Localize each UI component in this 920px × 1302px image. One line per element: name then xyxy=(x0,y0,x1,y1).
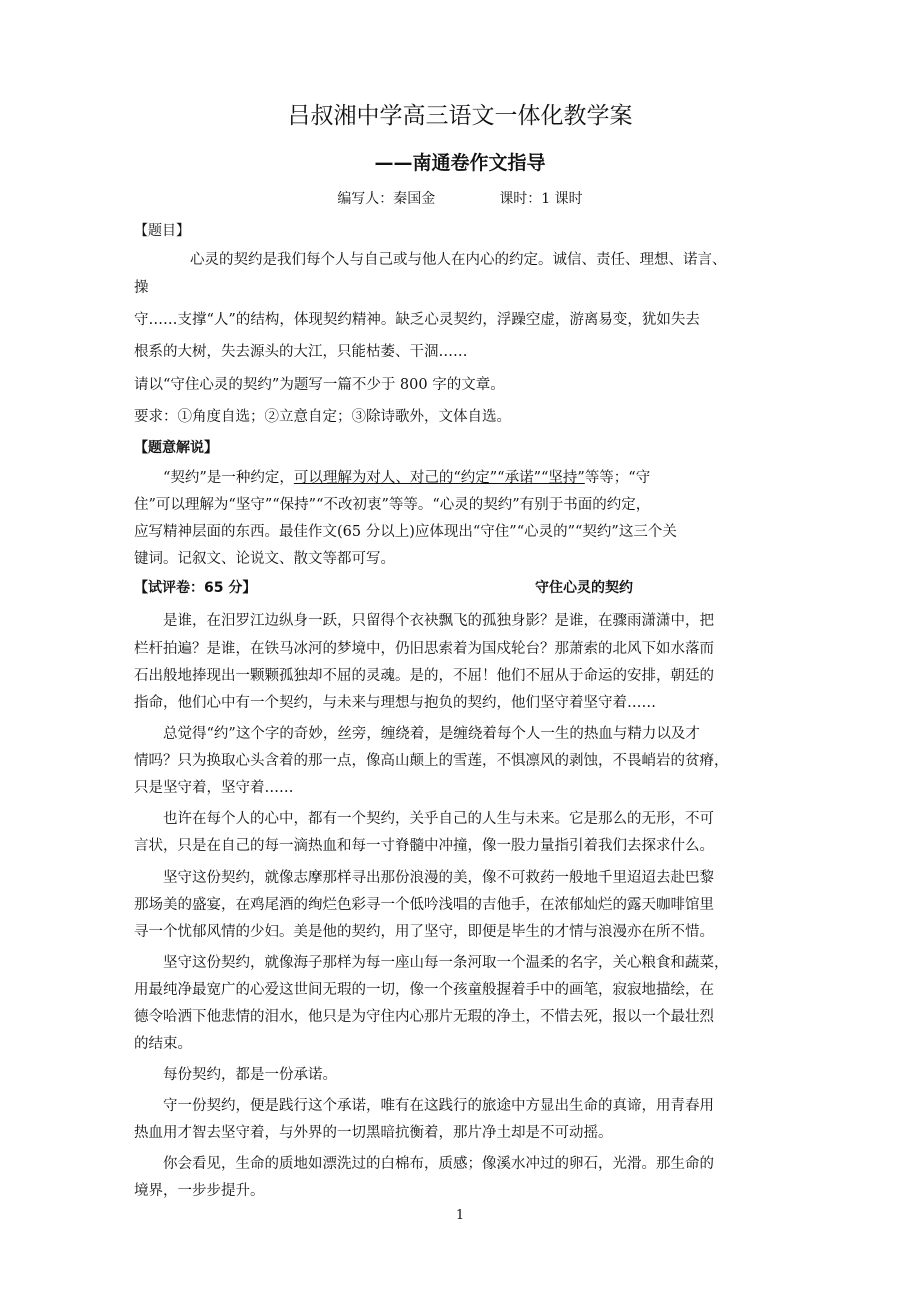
interpret-underlined-text: 可以理解为对人、对己的“约定”“承诺”“坚持” xyxy=(293,470,585,486)
topic-line: 要求：①角度自选；②立意自定；③除诗歌外，文体自选。 xyxy=(134,409,511,425)
interpret-line: 键词。记叙文、论说文、散文等都可写。 xyxy=(134,551,395,567)
essay-line: 总觉得“约”这个字的奇妙，丝旁，缠绕着，是缠绕着每个人一生的热血与精力以及才 xyxy=(163,726,700,742)
interpret-text: 等等；“守 xyxy=(584,470,651,486)
essay-line: 指命，他们心中有一个契约，与未来与理想与抱负的契约，他们坚守着坚守着…… xyxy=(134,695,656,711)
interpret-line: 应写精神层面的东西。最佳作文(65 分以上)应体现出“守住”“心灵的”“契约”这三个关 xyxy=(134,524,677,540)
interpret-heading: 【题意解说】 xyxy=(134,440,218,456)
essay-line: 你会看见，生命的质地如漂洗过的白棉布，质感；像溪水冲过的卵石，光滑。那生命的 xyxy=(163,1156,714,1172)
document-subtitle: ——南通卷作文指导 xyxy=(374,152,546,174)
essay-line: 也许在每个人的心中，都有一个契约，关乎自己的人生与未来。它是那么的无形，不可 xyxy=(163,811,714,827)
essay-line: 坚守这份契约，就像志摩那样寻出那份浪漫的美，像不可救药一般地千里迢迢去赴巴黎 xyxy=(163,870,714,886)
essay-line: 的结束。 xyxy=(134,1036,192,1052)
topic-line: 守……支撑“人”的结构，体现契约精神。缺乏心灵契约，浮躁空虚，游离易变，犹如失去 xyxy=(134,312,700,328)
essay-title: 守住心灵的契约 xyxy=(535,580,633,596)
essay-line: 德令哈洒下他悲情的泪水，他只是为守住内心那片无瑕的净土，不惜去死，报以一个最壮烈 xyxy=(134,1009,714,1025)
essay-line: 栏杆拍遍？是谁，在铁马冰河的梦境中，仍旧思索着为国戍轮台？那萧索的北风下如水落而 xyxy=(134,641,714,657)
essay-line: 寻一个忧郁风情的少妇。美是他的契约，用了坚守，即便是毕生的才情与浪漫亦在所不惜。 xyxy=(134,924,714,940)
essay-line: 用最纯净最宽广的心爱这世间无瑕的一切，像一个孩童般握着手中的画笔，寂寂地描绘，在 xyxy=(134,982,714,998)
author-text: 编写人：秦国金 xyxy=(337,191,436,207)
interpret-line xyxy=(163,466,793,487)
interpret-text: “契约”是一种约定， xyxy=(163,470,294,486)
topic-line: 根系的大树，失去源头的大江，只能枯萎、干涸…… xyxy=(134,344,468,360)
topic-line: 操 xyxy=(134,280,149,296)
essay-line: 那场美的盛宴，在鸡尾酒的绚烂色彩寻一个低吟浅唱的吉他手，在浓郁灿烂的露天咖啡馆里 xyxy=(134,897,714,913)
document-title: 吕叔湘中学高三语文一体化教学案 xyxy=(287,103,633,129)
essay-line: 热血用才智去坚守着，与外界的一切黑暗抗衡着，那片净土却是不可动摇。 xyxy=(134,1125,613,1141)
topic-heading: 【题目】 xyxy=(134,223,190,239)
essay-line: 坚守这份契约，就像海子那样为每一座山每一条河取一个温柔的名字，关心粮食和蔬菜， xyxy=(163,955,729,971)
essay-line: 情吗？只为换取心头含着的那一点，像高山颠上的雪莲，不惧凛风的剥蚀，不畏峭岩的贫瘠， xyxy=(134,753,729,769)
essay-line: 每份契约，都是一份承诺。 xyxy=(163,1067,337,1083)
document-meta xyxy=(0,188,920,208)
essay-line: 境界，一步步提升。 xyxy=(134,1183,265,1199)
essay-line: 言状，只是在自己的每一滴热血和每一寸脊髓中冲撞，像一股力量指引着我们去探求什么。 xyxy=(134,838,714,854)
period-text: 课时：1 课时 xyxy=(499,191,583,207)
essay-line: 是谁，在汨罗江边纵身一跃，只留得个衣袂飘飞的孤独身影？是谁，在骤雨潇潇中，把 xyxy=(163,613,714,629)
essay-line: 只是坚守着，坚守着…… xyxy=(134,780,294,796)
topic-line: 请以“守住心灵的契约”为题写一篇不少于 800 字的文章。 xyxy=(134,377,505,393)
essay-line: 守一份契约，便是践行这个承诺，唯有在这践行的旅途中方显出生命的真谛，用青春用 xyxy=(163,1098,714,1114)
page-number: 1 xyxy=(455,1208,465,1223)
topic-line: 心灵的契约是我们每个人与自己或与他人在内心的约定。诚信、责任、理想、诺言、 xyxy=(190,252,727,268)
interpret-line: 住”可以理解为“坚守”“保持”“不改初衷”等等。“心灵的契约”有别于书面的约定， xyxy=(134,497,651,513)
essay-line: 石出般地捧现出一颗颗孤独却不屈的灵魂。是的，不屈！他们不屈从于命运的安排，朝廷的 xyxy=(134,668,714,684)
sample-heading: 【试评卷：65 分】 xyxy=(134,580,257,596)
